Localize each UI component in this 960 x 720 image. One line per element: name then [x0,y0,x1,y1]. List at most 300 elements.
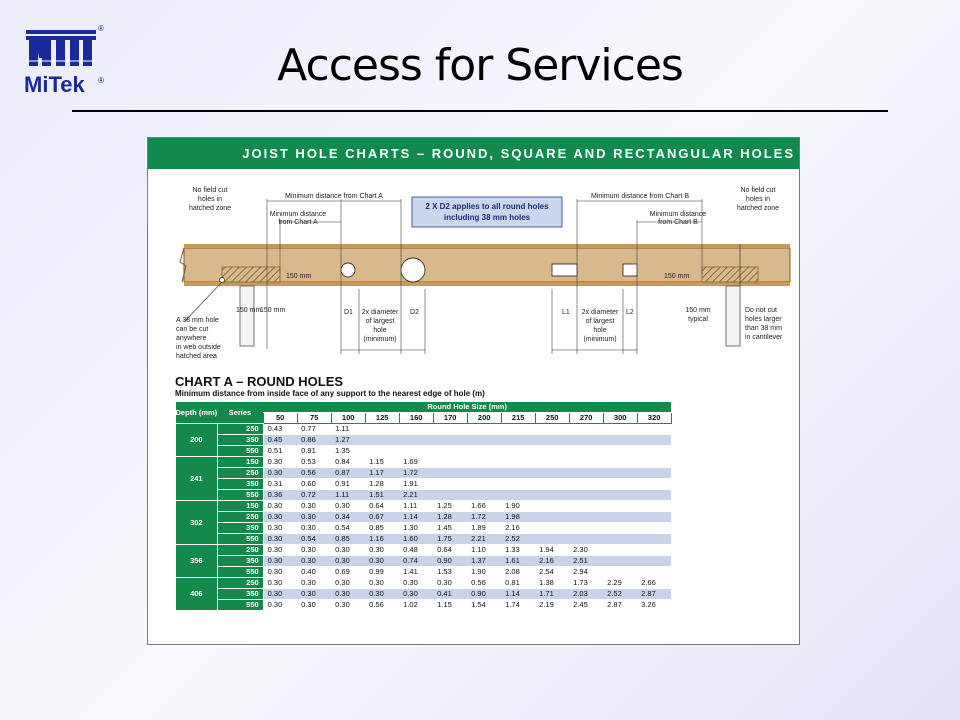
series-cell: 150 [217,501,263,512]
chart-a-title: CHART A – ROUND HOLES [175,374,344,389]
value-cell [637,479,671,490]
joist-flange-bottom [184,282,790,286]
value-cell [399,446,433,457]
value-cell [637,490,671,501]
hatched-zone-left [222,267,280,282]
value-cell: 0.77 [297,424,331,435]
size-header: 125 [365,413,399,424]
label-round-gap-1: 2x diameter [361,309,399,316]
value-cell [603,512,637,523]
value-cell: 0.69 [331,567,365,578]
value-cell [501,479,535,490]
value-cell: 2.19 [535,600,569,611]
label-rect-gap-1: 2x diameter [581,309,619,316]
value-cell: 0.30 [297,600,331,611]
value-cell [603,501,637,512]
value-cell [535,534,569,545]
label-l2: L2 [626,309,634,316]
value-cell: 0.48 [399,545,433,556]
series-cell: 250 [217,512,263,523]
value-cell: 0.53 [297,457,331,468]
value-cell: 2.03 [569,589,603,600]
value-cell: 1.75 [433,534,467,545]
value-cell: 0.30 [365,589,399,600]
value-cell: 2.94 [569,567,603,578]
value-cell: 0.30 [297,545,331,556]
series-cell: 250 [217,468,263,479]
value-cell: 0.64 [365,501,399,512]
value-cell: 1.74 [501,600,535,611]
value-cell [569,446,603,457]
label-cantilever-1: Do not cut [745,307,777,314]
support-right [726,286,740,346]
table-row [176,556,672,567]
value-cell: 0.30 [263,468,297,479]
series-cell: 550 [217,600,263,611]
value-cell: 2.66 [637,578,671,589]
title-divider [72,110,888,112]
value-cell: 0.30 [399,578,433,589]
value-cell: 0.30 [263,545,297,556]
value-cell [637,534,671,545]
value-cell [569,490,603,501]
label-rect-gap-2: of largest [585,318,615,325]
label-min-chart-b-small-1: Minimum distance [649,211,707,218]
value-cell: 1.71 [535,589,569,600]
value-cell: 1.11 [399,501,433,512]
value-cell: 1.25 [433,501,467,512]
value-cell: 0.30 [263,512,297,523]
label-min-chart-b: Minimum distance from Chart B [590,193,690,200]
value-cell: 1.37 [467,556,501,567]
label-min-chart-a: Minimum distance from Chart A [285,193,383,200]
value-cell: 1.41 [399,567,433,578]
value-cell: 1.30 [399,523,433,534]
value-cell [637,501,671,512]
round-hole-small [341,263,355,277]
series-cell: 150 [217,457,263,468]
value-cell: 0.30 [297,556,331,567]
value-cell [535,457,569,468]
label-150-a: 150 mm [236,307,262,314]
value-cell: 0.81 [501,578,535,589]
table-row [176,435,672,446]
rect-hole [552,264,577,276]
table-row [176,512,672,523]
value-cell: 0.56 [365,600,399,611]
value-cell: 1.66 [467,501,501,512]
table-row [176,468,672,479]
size-header: 250 [535,413,569,424]
value-cell: 1.27 [331,435,365,446]
label-no-cut-left-2: holes in [197,196,223,203]
value-cell: 0.45 [263,435,297,446]
label-d2: D2 [410,309,419,316]
value-cell [637,512,671,523]
value-cell: 1.38 [535,578,569,589]
value-cell: 1.53 [433,567,467,578]
value-cell [467,446,501,457]
value-cell: 2.16 [535,556,569,567]
table-row [176,567,672,578]
value-cell [603,446,637,457]
table-row [176,490,672,501]
label-typical-2: typical [688,316,708,323]
series-cell: 550 [217,534,263,545]
label-no-cut-right-3: hatched zone [736,205,780,212]
value-cell [603,457,637,468]
value-cell [637,545,671,556]
depth-cell: 356 [176,545,218,578]
value-cell: 0.30 [263,501,297,512]
value-cell: 0.30 [331,578,365,589]
label-no-cut-right-1: No field cut [740,187,776,194]
value-cell [603,435,637,446]
value-cell: 0.30 [331,600,365,611]
value-cell: 0.31 [263,479,297,490]
series-cell: 350 [217,556,263,567]
value-cell: 1.89 [467,523,501,534]
series-cell: 350 [217,523,263,534]
value-cell [535,523,569,534]
value-cell: 0.64 [433,545,467,556]
value-cell [467,479,501,490]
value-cell: 1.72 [399,468,433,479]
value-cell [637,523,671,534]
logo-registered-mark-2: ® [98,76,104,85]
value-cell: 0.99 [365,567,399,578]
logo-wordmark: MiTek [24,72,85,97]
table-row [176,589,672,600]
value-cell [569,435,603,446]
label-round-gap-4: (minimum) [363,336,397,343]
value-cell [535,468,569,479]
value-cell [569,501,603,512]
value-cell [433,435,467,446]
value-cell: 0.85 [331,534,365,545]
label-min-chart-a-small-2: from Chart A [278,219,318,226]
value-cell [433,468,467,479]
square-hole [623,264,637,276]
value-cell: 1.28 [433,512,467,523]
value-cell: 0.91 [297,446,331,457]
value-cell: 0.85 [365,523,399,534]
label-cantilever-2: holes larger [745,316,782,323]
value-cell [535,446,569,457]
value-cell: 0.30 [263,457,297,468]
value-cell: 0.90 [433,556,467,567]
value-cell: 2.51 [569,556,603,567]
label-l1: L1 [562,309,570,316]
label-typical-1: 150 mm [685,307,711,314]
label-no-cut-left-3: hatched zone [188,205,232,212]
value-cell [467,490,501,501]
value-cell: 1.17 [365,468,399,479]
value-cell: 0.30 [263,589,297,600]
value-cell: 0.30 [263,600,297,611]
table-row [176,534,672,545]
value-cell: 1.60 [399,534,433,545]
value-cell: 1.15 [433,600,467,611]
col-header-depth: Depth (mm) [176,402,218,424]
logo-registered-mark: ® [98,24,104,33]
value-cell [603,523,637,534]
joist-hole-figure [147,137,800,645]
value-cell [467,435,501,446]
value-cell [569,534,603,545]
value-cell: 1.51 [365,490,399,501]
value-cell: 0.30 [297,501,331,512]
value-cell: 1.02 [399,600,433,611]
series-cell: 350 [217,435,263,446]
value-cell: 1.33 [501,545,535,556]
value-cell [535,479,569,490]
depth-cell: 406 [176,578,218,611]
value-cell: 0.30 [297,523,331,534]
series-cell: 250 [217,578,263,589]
value-cell: 0.51 [263,446,297,457]
value-cell [433,457,467,468]
label-cantilever-4: in cantilever [745,334,783,341]
value-cell [501,435,535,446]
value-cell: 0.30 [297,589,331,600]
value-cell: 0.40 [297,567,331,578]
chart-a-table [175,402,672,611]
value-cell: 1.28 [365,479,399,490]
value-cell: 2.16 [501,523,535,534]
value-cell: 2.52 [603,589,637,600]
value-cell [603,567,637,578]
series-cell: 350 [217,589,263,600]
value-cell: 0.56 [467,578,501,589]
value-cell: 0.30 [331,545,365,556]
value-cell: 1.35 [331,446,365,457]
value-cell: 2.45 [569,600,603,611]
value-cell: 1.90 [467,567,501,578]
round-hole-large [401,258,425,282]
value-cell: 0.30 [365,556,399,567]
value-cell: 0.30 [433,578,467,589]
value-cell [637,567,671,578]
size-header: 170 [433,413,467,424]
value-cell [365,446,399,457]
value-cell: 0.67 [365,512,399,523]
label-hole-note-4: in web outside [176,344,221,351]
value-cell: 1.73 [569,578,603,589]
value-cell [399,424,433,435]
value-cell: 0.86 [297,435,331,446]
value-cell [433,446,467,457]
value-cell: 1.90 [501,501,535,512]
depth-cell: 302 [176,501,218,545]
value-cell [535,424,569,435]
series-cell: 550 [217,490,263,501]
value-cell [603,490,637,501]
value-cell [603,545,637,556]
table-row [176,600,672,611]
value-cell: 1.61 [501,556,535,567]
value-cell: 0.30 [297,512,331,523]
value-cell: 2.54 [535,567,569,578]
value-cell: 2.21 [399,490,433,501]
col-header-series: Series [217,402,263,424]
support-left [240,286,254,346]
hole-38mm [220,278,225,283]
joist-diagram [148,174,799,360]
size-header: 300 [603,413,637,424]
value-cell: 0.60 [297,479,331,490]
value-cell [433,490,467,501]
size-header: 160 [399,413,433,424]
table-row [176,479,672,490]
value-cell: 2.87 [637,589,671,600]
value-cell [603,556,637,567]
table-row [176,545,672,556]
value-cell [467,424,501,435]
label-no-cut-right-2: holes in [745,196,771,203]
value-cell [603,468,637,479]
hatched-zone-right [702,267,758,282]
label-min-chart-b-small-2: from Chart B [658,219,698,226]
label-hole-note-3: anywhere [176,335,207,342]
table-row [176,457,672,468]
value-cell: 0.41 [433,589,467,600]
value-cell [501,446,535,457]
value-cell: 0.74 [399,556,433,567]
label-rect-gap-4: (minimum) [583,336,617,343]
value-cell: 0.36 [263,490,297,501]
value-cell [399,435,433,446]
chart-a-subtitle: Minimum distance from inside face of any support to the nearest edge of hole (m) [175,389,485,398]
value-cell: 0.34 [331,512,365,523]
value-cell: 1.94 [535,545,569,556]
size-header: 320 [637,413,671,424]
value-cell [365,435,399,446]
value-cell: 0.56 [297,468,331,479]
value-cell: 0.30 [399,589,433,600]
size-header: 75 [297,413,331,424]
value-cell [569,479,603,490]
value-cell: 0.87 [331,468,365,479]
value-cell: 1.10 [467,545,501,556]
value-cell [603,479,637,490]
size-header: 50 [263,413,297,424]
value-cell [433,479,467,490]
value-cell [535,490,569,501]
value-cell [569,468,603,479]
table-row [176,523,672,534]
value-cell [433,424,467,435]
value-cell: 0.84 [331,457,365,468]
table-row [176,578,672,589]
label-no-cut-left-1: No field cut [192,187,228,194]
value-cell [569,512,603,523]
value-cell: 0.30 [263,556,297,567]
value-cell [637,556,671,567]
value-cell: 0.54 [297,534,331,545]
label-hole-note-1: A 38 mm hole [176,317,219,324]
label-min-chart-a-small-1: Minimum distance [269,211,327,218]
value-cell [569,523,603,534]
figure-banner: JOIST HOLE CHARTS – ROUND, SQUARE AND RECTANGULAR HOLES [148,138,799,169]
slide-title: Access for Services [277,40,683,91]
value-cell: 3.26 [637,600,671,611]
value-cell: 1.45 [433,523,467,534]
value-cell [637,446,671,457]
value-cell: 1.98 [501,512,535,523]
size-header: 270 [569,413,603,424]
value-cell [569,424,603,435]
callout-line-2: including 38 mm holes [443,213,531,222]
series-cell: 550 [217,567,263,578]
value-cell [501,468,535,479]
series-cell: 250 [217,424,263,435]
value-cell: 1.11 [331,490,365,501]
value-cell: 0.30 [365,578,399,589]
label-150-b: 150 mm [260,307,286,314]
value-cell: 2.30 [569,545,603,556]
value-cell [603,424,637,435]
value-cell: 2.21 [467,534,501,545]
value-cell [467,468,501,479]
value-cell [535,435,569,446]
value-cell [501,457,535,468]
value-cell [535,501,569,512]
label-hole-note-2: can be cut [176,326,209,333]
size-header: 215 [501,413,535,424]
value-cell: 0.30 [263,534,297,545]
value-cell [603,534,637,545]
value-cell [637,457,671,468]
value-cell: 1.72 [467,512,501,523]
series-cell: 350 [217,479,263,490]
label-round-gap-3: hole [373,327,387,334]
value-cell: 0.30 [263,578,297,589]
value-cell: 0.30 [263,523,297,534]
value-cell [637,424,671,435]
value-cell: 0.72 [297,490,331,501]
label-round-gap-2: of largest [365,318,395,325]
col-header-group: Round Hole Size (mm) [263,402,671,413]
value-cell [467,457,501,468]
callout-line-1: 2 X D2 applies to all round holes [425,202,549,211]
value-cell: 0.30 [331,556,365,567]
value-cell: 1.15 [365,457,399,468]
value-cell: 0.30 [331,501,365,512]
value-cell: 0.30 [263,567,297,578]
value-cell: 1.14 [399,512,433,523]
series-cell: 250 [217,545,263,556]
value-cell: 2.52 [501,534,535,545]
joist-flange-top [184,244,790,248]
value-cell: 0.30 [297,578,331,589]
table-row [176,424,672,435]
value-cell [501,490,535,501]
depth-cell: 200 [176,424,218,457]
depth-cell: 241 [176,457,218,501]
value-cell [501,424,535,435]
value-cell [365,424,399,435]
value-cell: 1.14 [501,589,535,600]
table-row [176,501,672,512]
value-cell: 2.08 [501,567,535,578]
value-cell: 2.29 [603,578,637,589]
label-cantilever-3: than 38 mm [745,325,782,332]
value-cell [569,457,603,468]
value-cell: 1.54 [467,600,501,611]
value-cell: 1.16 [365,534,399,545]
label-150-right: 150 mm [664,273,690,280]
